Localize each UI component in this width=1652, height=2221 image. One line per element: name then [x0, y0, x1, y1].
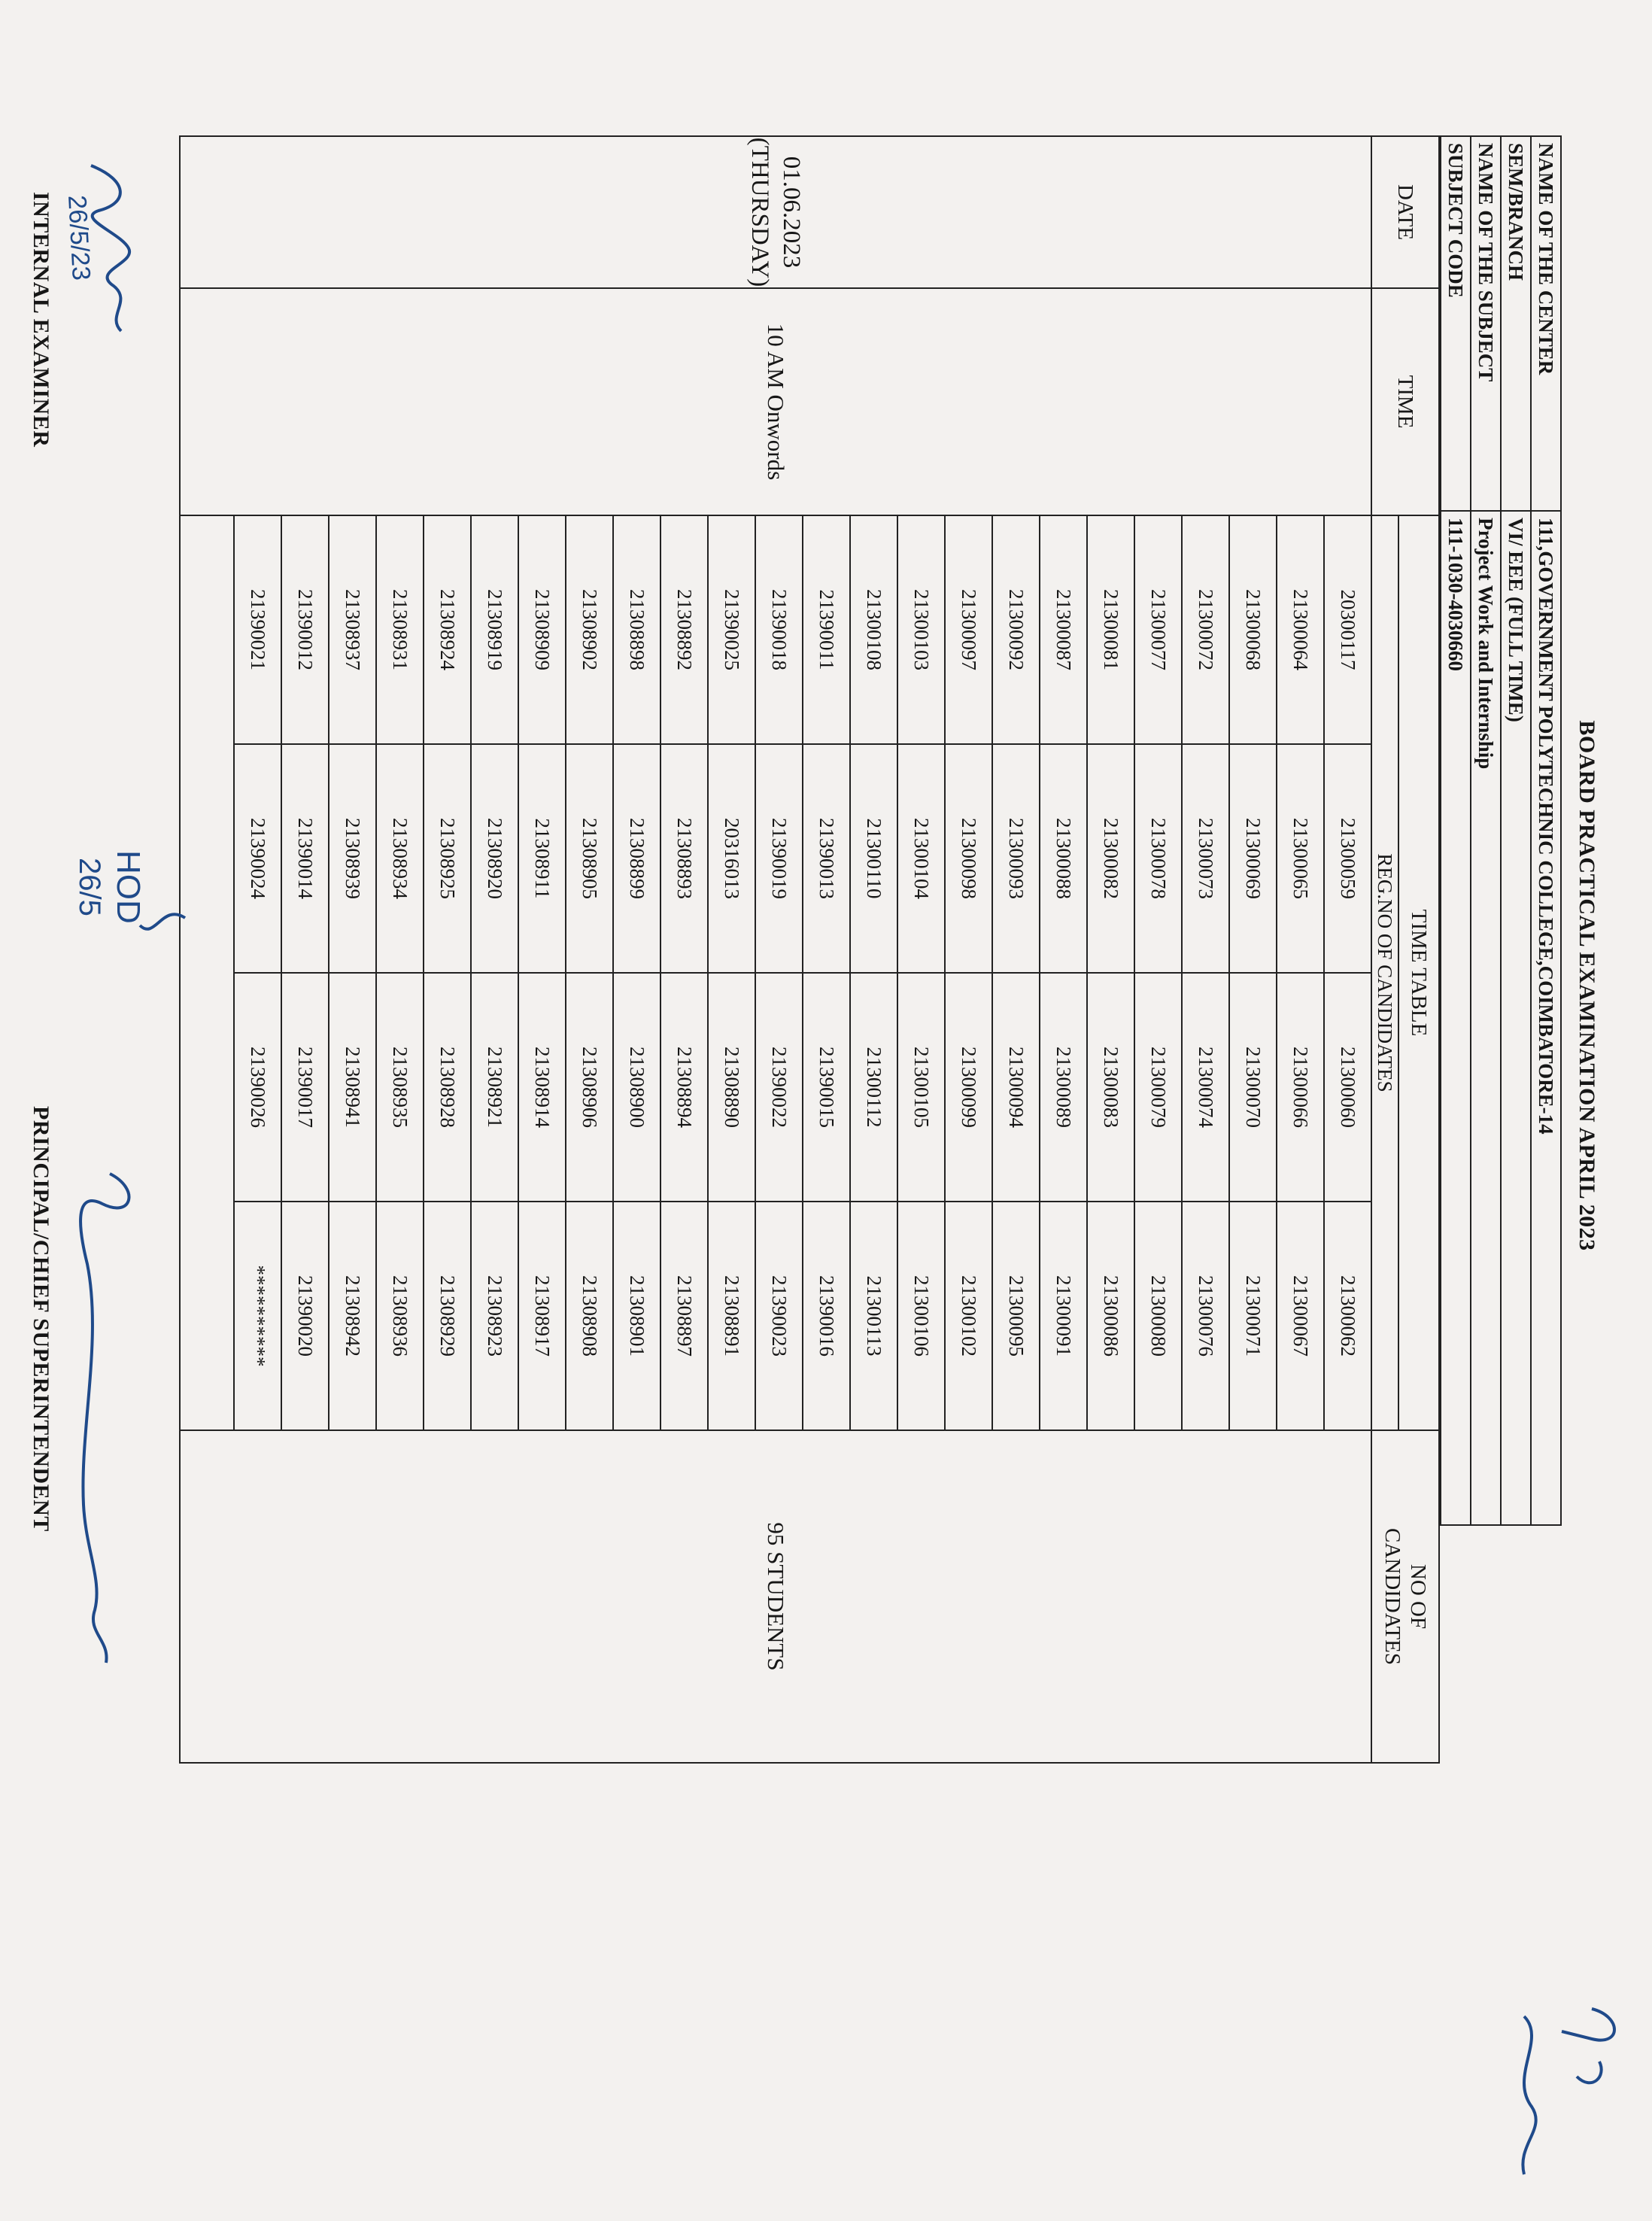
reg-no-cell: 20300117: [1324, 515, 1371, 744]
reg-no-cell: 21300077: [1134, 515, 1182, 744]
center-value: 111,GOVERNMENT POLYTECHNIC COLLEGE,COIMBATORE-14: [1531, 511, 1561, 1525]
reg-no-cell: 21390024: [234, 744, 281, 973]
reg-no-cell: 21300071: [1229, 1202, 1277, 1430]
reg-no-cell: 21300067: [1277, 1202, 1324, 1430]
reg-no-cell: 21308919: [471, 515, 518, 744]
table-row: [1324, 136, 1371, 1763]
reg-no-cell: 21300076: [1182, 1202, 1229, 1430]
reg-no-cell: 21308891: [708, 1202, 755, 1430]
reg-no-cell: 21308894: [660, 973, 708, 1202]
reg-no-cell: 21308897: [660, 1202, 708, 1430]
reg-no-cell: 21390016: [803, 1202, 850, 1430]
reg-no-cell: 21308911: [518, 744, 566, 973]
reg-no-cell: 21308921: [471, 973, 518, 1202]
count-column-header-text: NO OF CANDIDATES: [1380, 1527, 1430, 1666]
reg-no-cell: 21390012: [281, 515, 329, 744]
reg-no-cell: 21300113: [850, 1202, 897, 1430]
reg-no-cell: 21300062: [1324, 1202, 1371, 1430]
reg-no-cell: 21308914: [518, 973, 566, 1202]
reg-no-cell: 21308909: [518, 515, 566, 744]
reg-no-cell: 21390019: [755, 744, 803, 973]
reg-no-cell: 21308935: [376, 973, 424, 1202]
reg-no-cell: 21300064: [1277, 515, 1324, 744]
reg-no-cell: 21300060: [1324, 973, 1371, 1202]
reg-no-cell: 21300112: [850, 973, 897, 1202]
internal-examiner-signature: [61, 150, 174, 466]
reg-no-cell: 21300083: [1087, 973, 1134, 1202]
reg-no-cell: 21300093: [992, 744, 1040, 973]
document-title: BOARD PRACTICAL EXAMINATION APRIL 2023: [1575, 720, 1599, 1251]
reg-no-cell: 21390023: [755, 1202, 803, 1430]
reg-no-cell: 21308929: [424, 1202, 471, 1430]
info-row-subject: [1471, 136, 1501, 1525]
internal-examiner-label: INTERNAL EXAMINER: [29, 192, 53, 448]
reg-no-cell: 21300098: [945, 744, 992, 973]
reg-no-cell: 21308893: [660, 744, 708, 973]
exam-date: 01.06.2023: [778, 156, 805, 269]
reg-no-cell: 21300073: [1182, 744, 1229, 973]
timetable-body: [180, 136, 1439, 1763]
reg-no-cell: 21390017: [281, 973, 329, 1202]
reg-no-cell: 21300104: [897, 744, 945, 973]
principal-label: PRINCIPAL/CHIEF SUPERINTENDENT: [29, 1106, 53, 1532]
sem-branch-value: VI/ EEE (FULL TIME): [1501, 511, 1531, 1525]
count-column-header: [1371, 1430, 1439, 1763]
reg-no-cell: 21390018: [755, 515, 803, 744]
reg-no-cell: 21308936: [376, 1202, 424, 1430]
reg-no-cell: 21300080: [1134, 1202, 1182, 1430]
timetable: [179, 135, 1440, 1764]
reg-no-cell: 21308906: [566, 973, 613, 1202]
reg-no-cell: 21390021: [234, 515, 281, 744]
reg-no-cell: 21390011: [803, 515, 850, 744]
exam-info-table: [1440, 135, 1562, 1526]
reg-no-cell: 21390026: [234, 973, 281, 1202]
reg-no-cell: 21300074: [1182, 973, 1229, 1202]
reg-no-cell: 21308908: [566, 1202, 613, 1430]
exam-day: (THURSDAY): [746, 137, 773, 287]
reg-no-cell: 21300103: [897, 515, 945, 744]
reg-no-cell: 21390020: [281, 1202, 329, 1430]
reg-no-cell: 21308939: [329, 744, 376, 973]
candidate-count: 95 STUDENTS: [180, 1430, 1371, 1763]
reg-no-cell: 21300092: [992, 515, 1040, 744]
reg-no-cell: 21308931: [376, 515, 424, 744]
reg-no-cell: 21300091: [1040, 1202, 1087, 1430]
info-row-sem-branch: [1501, 136, 1531, 1525]
reg-no-cell: 21308901: [613, 1202, 660, 1430]
hod-signature: [65, 813, 200, 1023]
reg-no-cell: 21390013: [803, 744, 850, 973]
reg-no-cell: 21300102: [945, 1202, 992, 1430]
reg-no-cell: **********: [234, 1202, 281, 1430]
reg-no-cell: 21308902: [566, 515, 613, 744]
timetable-header-row: [1398, 136, 1439, 1763]
reg-no-cell: 21308923: [471, 1202, 518, 1430]
reg-no-cell: 21300097: [945, 515, 992, 744]
reg-no-cell: 21300079: [1134, 973, 1182, 1202]
subject-value: Project Work and Internship: [1471, 511, 1501, 1525]
reg-no-cell: 21308941: [329, 973, 376, 1202]
reg-no-cell: 21300072: [1182, 515, 1229, 744]
internal-signature-date: 26/5/23: [62, 194, 96, 281]
reg-no-cell: 21308890: [708, 973, 755, 1202]
subject-code-label: SUBJECT CODE: [1441, 136, 1471, 511]
exam-time: 10 AM Onwords: [180, 288, 1371, 515]
reg-no-cell: 21300087: [1040, 515, 1087, 744]
reg-no-cell: 21308898: [613, 515, 660, 744]
margin-initials: [1494, 1986, 1637, 2212]
hod-label: HOD: [110, 850, 147, 924]
time-column-header: TIME: [1371, 288, 1439, 515]
reg-no-cell: 21308942: [329, 1202, 376, 1430]
reg-no-cell: 21390022: [755, 973, 803, 1202]
info-row-subject-code: [1441, 136, 1471, 1525]
reg-no-cell: 21300089: [1040, 973, 1087, 1202]
reg-no-cell: 21300082: [1087, 744, 1134, 973]
hod-signature-date: 26/5: [73, 858, 106, 916]
reg-no-cell: 21300070: [1229, 973, 1277, 1202]
reg-no-cell: 21300086: [1087, 1202, 1134, 1430]
reg-no-cell: 20316013: [708, 744, 755, 973]
exam-date-cell: [180, 136, 1371, 288]
reg-no-cell: 21308900: [613, 973, 660, 1202]
reg-no-cell: 21308917: [518, 1202, 566, 1430]
center-label: NAME OF THE CENTER: [1531, 136, 1561, 511]
reg-no-cell: 21390014: [281, 744, 329, 973]
reg-no-cell: 21300066: [1277, 973, 1324, 1202]
reg-no-cell: 21390015: [803, 973, 850, 1202]
timetable-heading: TIME TABLE: [1398, 515, 1439, 1430]
info-row-center: [1531, 136, 1561, 1525]
reg-no-cell: 21308892: [660, 515, 708, 744]
reg-no-cell: 21308928: [424, 973, 471, 1202]
reg-no-cell: 21308924: [424, 515, 471, 744]
reg-no-cell: 21300065: [1277, 744, 1324, 973]
reg-no-cell: 21300099: [945, 973, 992, 1202]
date-column-header: DATE: [1371, 136, 1439, 288]
reg-no-cell: 21308934: [376, 744, 424, 973]
reg-no-cell: 21300094: [992, 973, 1040, 1202]
reg-no-cell: 21300088: [1040, 744, 1087, 973]
principal-signature: [42, 1144, 155, 1670]
reg-no-cell: 21308937: [329, 515, 376, 744]
reg-no-cell: 21300095: [992, 1202, 1040, 1430]
sem-branch-label: SEM/BRANCH: [1501, 136, 1531, 511]
reg-no-cell: 21300106: [897, 1202, 945, 1430]
reg-no-cell: 21308920: [471, 744, 518, 973]
reg-no-cell: 21300069: [1229, 744, 1277, 973]
reg-no-cell: 21390025: [708, 515, 755, 744]
subject-code-value: 111-1030-4030660: [1441, 511, 1471, 1525]
reg-no-cell: 21300078: [1134, 744, 1182, 973]
reg-no-cell: 21300110: [850, 744, 897, 973]
reg-no-cell: 21300105: [897, 973, 945, 1202]
reg-no-cell: 21308899: [613, 744, 660, 973]
reg-no-cell: 21300059: [1324, 744, 1371, 973]
subject-label: NAME OF THE SUBJECT: [1471, 136, 1501, 511]
regno-column-header: REG.NO OF CANDIDATES: [1371, 515, 1398, 1430]
reg-no-cell: 21300068: [1229, 515, 1277, 744]
reg-no-cell: 21308925: [424, 744, 471, 973]
reg-no-cell: 21300108: [850, 515, 897, 744]
reg-no-cell: 21308905: [566, 744, 613, 973]
reg-no-cell: 21300081: [1087, 515, 1134, 744]
